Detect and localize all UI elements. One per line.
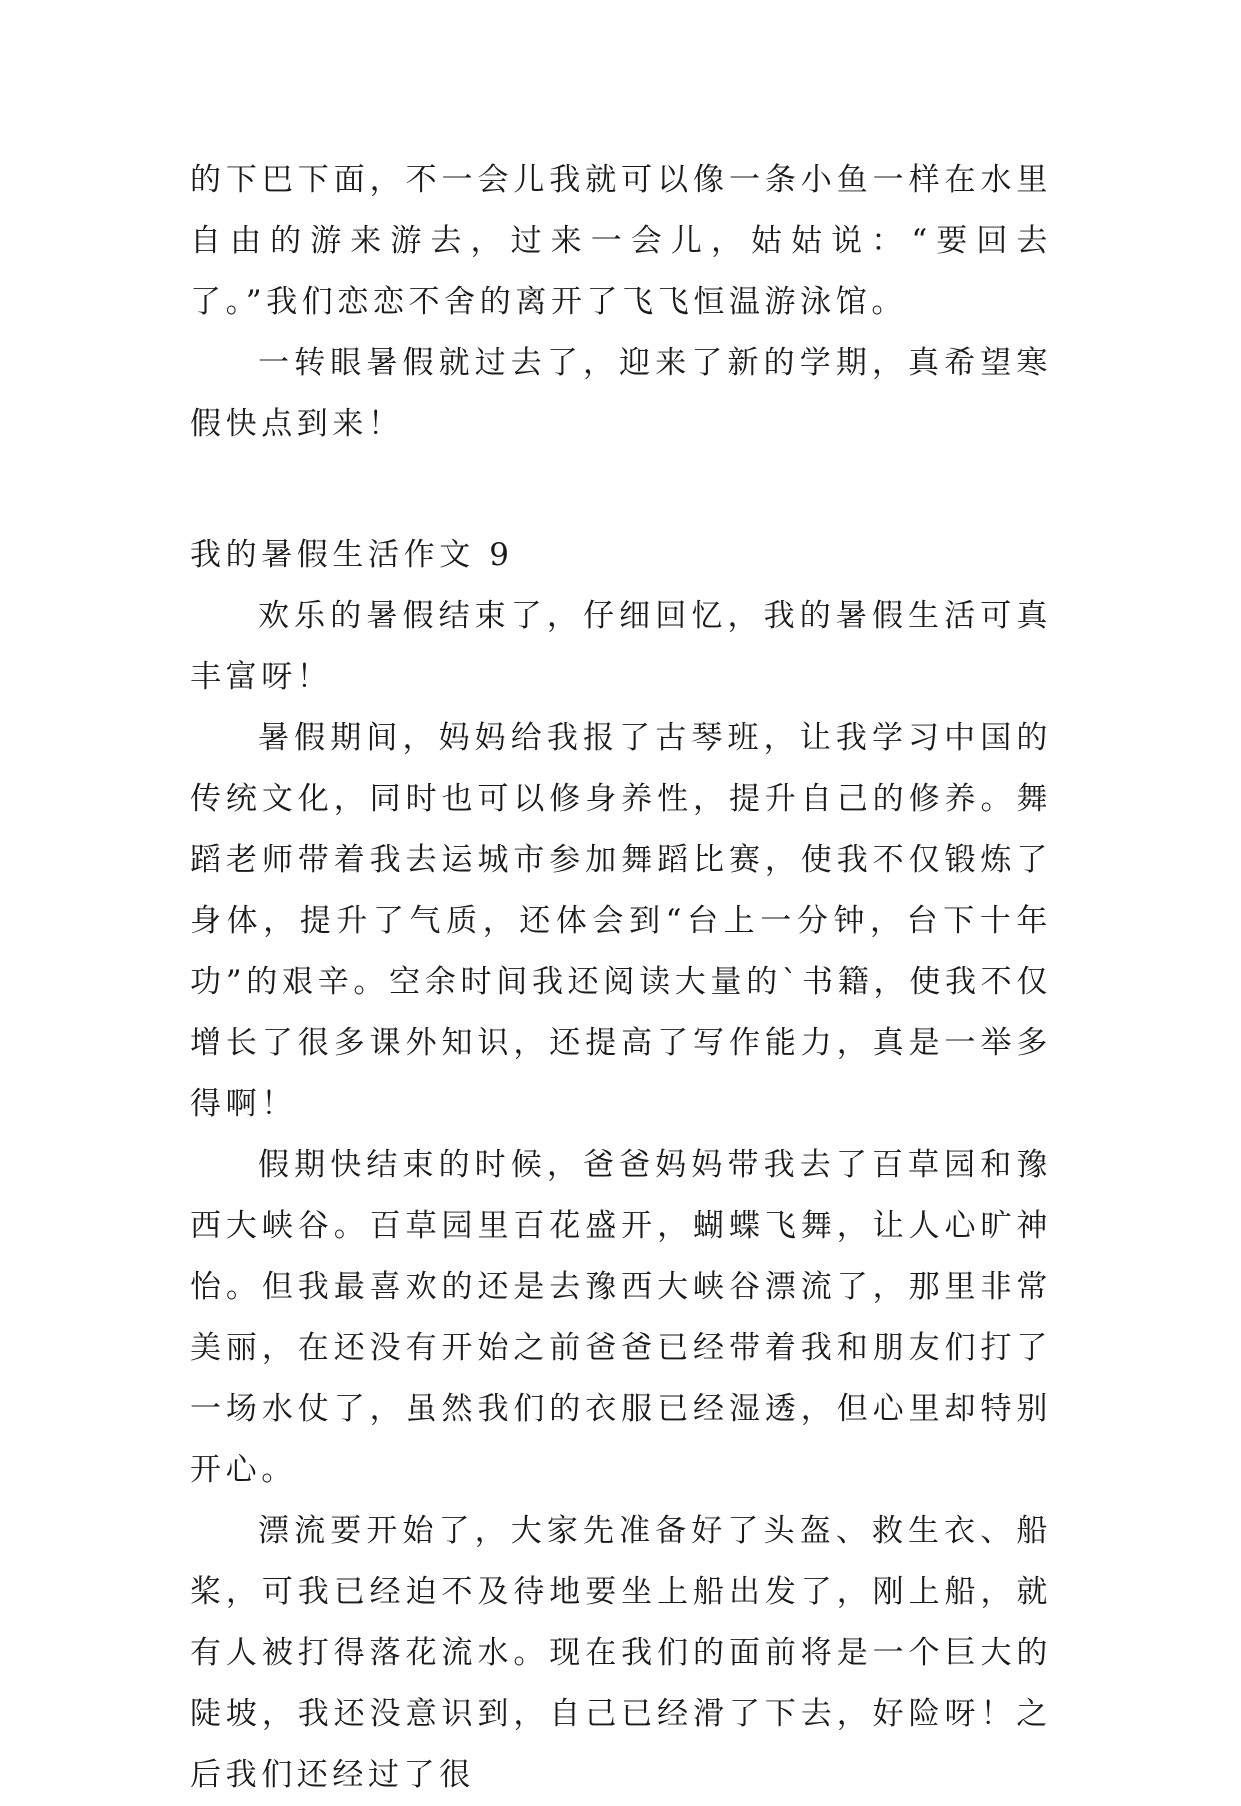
paragraph: 欢乐的暑假结束了，仔细回忆，我的暑假生活可真丰富呀！ <box>190 598 1052 695</box>
paragraph: 的下巴下面，不一会儿我就可以像一条小鱼一样在水里自由的游来游去，过来一会儿，姑姑说：“要回去了。”我们恋恋不舍的离开了飞飞恒温游泳馆。 <box>190 162 1052 320</box>
document-page <box>190 150 1052 1806</box>
paragraph: 一转眼暑假就过去了，迎来了新的学期，真希望寒假快点到来！ <box>190 345 1052 442</box>
paragraph: 暑假期间，妈妈给我报了古琴班，让我学习中国的传统文化，同时也可以修身养性，提升自己的修养。舞蹈老师带着我去运城市参加舞蹈比赛，使我不仅锻炼了身体，提升了气质，还体会到“台上一分钟，台下十年功”的艰辛。空余时间我还阅读大量的`书籍，使我不仅增长了很多课外知识，还提高了写作能力，真是一举多得啊！ <box>190 720 1052 1122</box>
paragraph: 假期快结束的时候，爸爸妈妈带我去了百草园和豫西大峡谷。百草园里百花盛开，蝴蝶飞舞，让人心旷神怡。但我最喜欢的还是去豫西大峡谷漂流了，那里非常美丽，在还没有开始之前爸爸已经带着我和朋友们打了一场水仗了，虽然我们的衣服已经湿透，但心里却特别开心。 <box>190 1147 1052 1488</box>
paragraph: 漂流要开始了，大家先准备好了头盔、救生衣、船桨，可我已经迫不及待地要坐上船出发了，刚上船，就有人被打得落花流水。现在我们的面前将是一个巨大的陡坡，我还没意识到，自己已经滑了下去，好险呀！之后我们还经过了很 <box>190 1513 1052 1793</box>
section-heading: 我的暑假生活作文 9 <box>190 537 514 573</box>
